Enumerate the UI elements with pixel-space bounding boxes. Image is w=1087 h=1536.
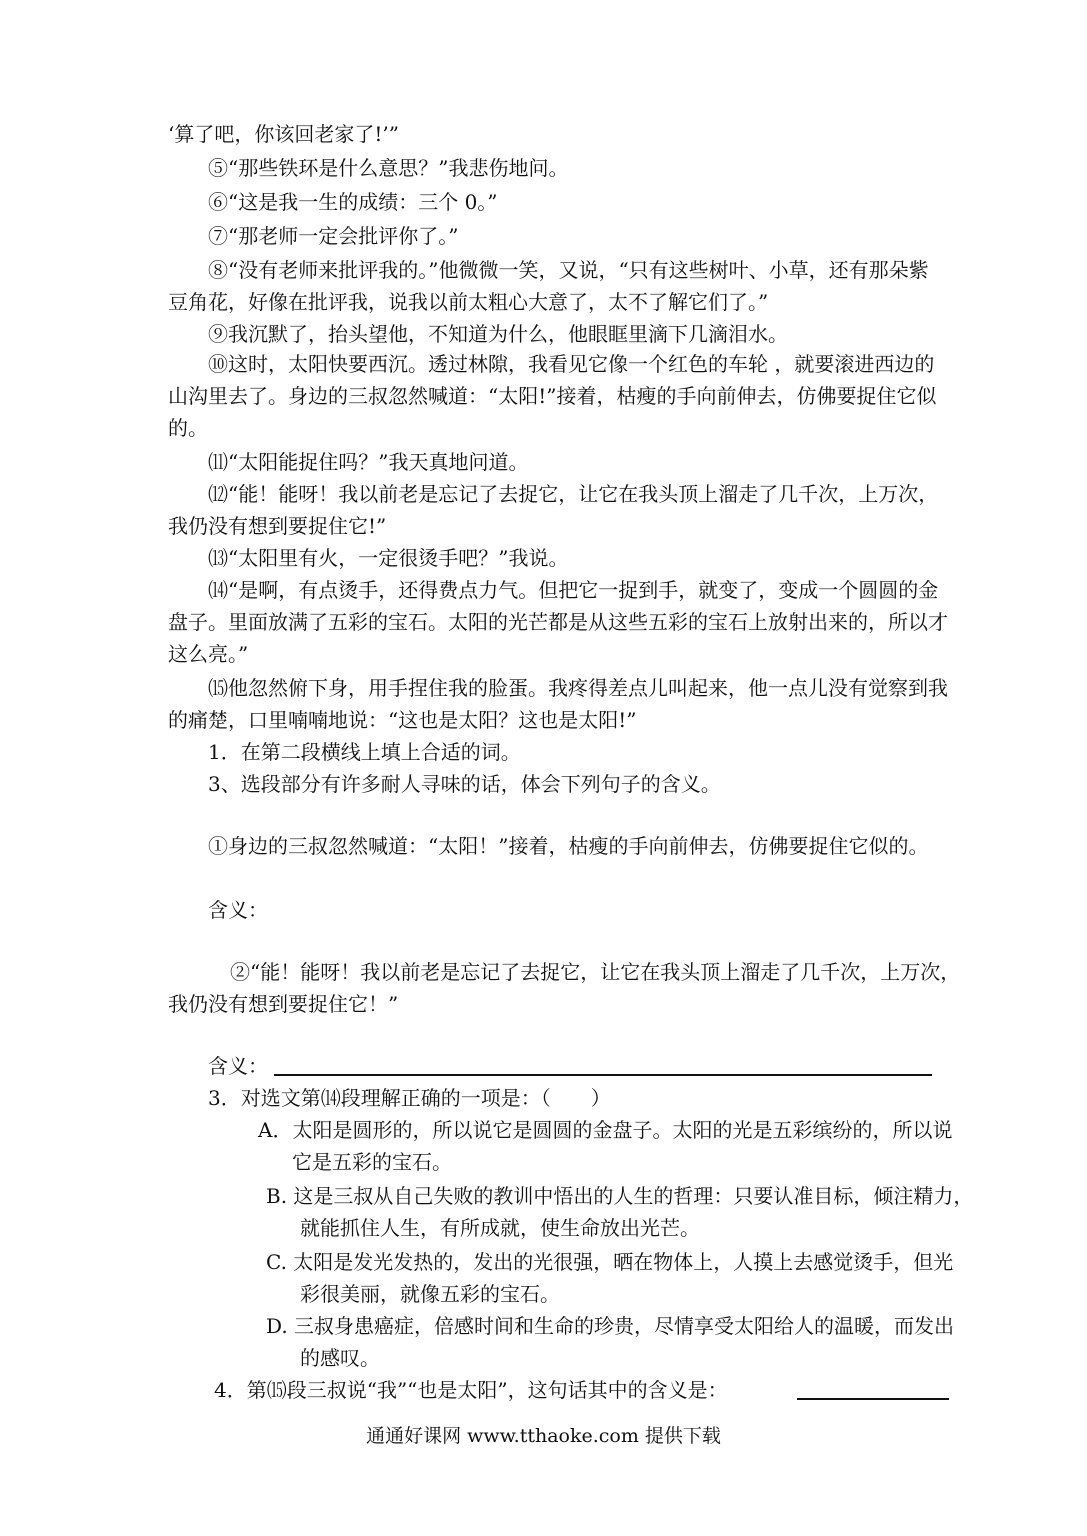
text-line: ⒀“太阳里有火，一定很烫手吧？”我说。: [208, 546, 569, 570]
answer-blank-question-4[interactable]: [797, 1398, 949, 1400]
option-c-line-1: C. 太阳是发光发热的，发出的光很强，晒在物体上，人摸上去感觉烫手，但光: [266, 1250, 954, 1274]
text-line: 豆角花，好像在批评我，说我以前太粗心大意了，太不了解它们了。”: [168, 290, 769, 314]
text-line: 的。: [168, 416, 208, 440]
option-b-line-1: B. 这是三叔从自己失败的教训中悟出的人生的哲理：只要认准目标，倾注精力，: [266, 1184, 974, 1208]
text-line: ⑿“能！能呀！我以前老是忘记了去捉它，让它在我头顶上溜走了几千次，上万次，: [208, 482, 939, 506]
text-line: ⑩这时，太阳快要西沉。透过林隙，我看见它像一个红色的车轮 ，就要滚进西边的: [208, 352, 935, 376]
option-b-line-2: 就能抓住人生，有所成就，使生命放出光芒。: [300, 1216, 700, 1240]
sentence-2-line-1: ②“能！能呀！我以前老是忘记了去捉它，让它在我头顶上溜走了几千次，上万次，: [230, 960, 961, 984]
text-line: 盘子。里面放满了五彩的宝石。太阳的光芒都是从这些五彩的宝石上放射出来的，所以才: [168, 610, 948, 634]
text-line: 这么亮。”: [168, 642, 249, 666]
text-line: ⑥“这是我一生的成绩：三个 0。”: [208, 190, 498, 214]
meaning-label-1: 含义：: [208, 898, 268, 922]
question-3-choice: 3．对选文第⒁段理解正确的一项是：（ ）: [208, 1086, 611, 1110]
text-line: ⒂他忽然俯下身，用手捏住我的脸蛋。我疼得差点儿叫起来，他一点儿没有觉察到我: [208, 676, 948, 700]
text-line: 我仍没有想到要捉住它!”: [168, 514, 387, 538]
question-3-intro: 3、选段部分有许多耐人寻味的话，体会下列句子的含义。: [208, 772, 721, 796]
text-line: ⒁“是啊，有点烫手，还得费点力气。但把它一捉到手，就变了，变成一个圆圆的金: [208, 578, 939, 602]
text-line: ⑾“太阳能捉住吗？”我天真地问道。: [208, 450, 529, 474]
text-line: ⑨我沉默了，抬头望他，不知道为什么，他眼眶里滴下几滴泪水。: [208, 322, 788, 346]
sentence-2-line-2: 我仍没有想到要捉住它！”: [168, 992, 399, 1016]
text-line: 山沟里去了。身边的三叔忽然喊道：“太阳!”接着，枯瘦的手向前伸去，仿佛要捉住它似: [168, 384, 937, 408]
text-line: ⑦“那老师一定会批评你了。”: [208, 224, 459, 248]
sentence-1: ①身边的三叔忽然喊道：“太阳！”接着，枯瘦的手向前伸去，仿佛要捉住它似的。: [208, 834, 929, 858]
option-a-line-1: A．太阳是圆形的，所以说它是圆圆的金盘子。太阳的光是五彩缤纷的，所以说: [258, 1118, 953, 1142]
option-d-line-2: 的感叹。: [300, 1346, 380, 1370]
question-4: 4．第⒂段三叔说“我”“也是太阳”，这句话其中的含义是：: [214, 1378, 728, 1402]
meaning-label-2: 含义：: [208, 1054, 268, 1078]
text-line: ‘算了吧，你该回老家了!’”: [168, 122, 399, 146]
option-c-line-2: 彩很美丽，就像五彩的宝石。: [300, 1282, 560, 1306]
option-a-line-2: 它是五彩的宝石。: [292, 1150, 452, 1174]
text-line: ⑤“那些铁环是什么意思？”我悲伤地问。: [208, 156, 569, 180]
text-line: ⑧“没有老师来批评我的。”他微微一笑，又说，“只有这些树叶、小草，还有那朵紫: [208, 258, 929, 282]
question-1: 1．在第二段横线上填上合适的词。: [208, 740, 521, 764]
page-footer: 通通好课网 www.tthaoke.com 提供下载: [366, 1425, 721, 1447]
text-line: 的痛楚，口里喃喃地说：“这也是太阳？这也是太阳!”: [168, 708, 637, 732]
answer-blank-meaning-2[interactable]: [274, 1074, 932, 1076]
option-d-line-1: D. 三叔身患癌症，倍感时间和生命的珍贵，尽情享受太阳给人的温暖，而发出: [266, 1314, 955, 1338]
